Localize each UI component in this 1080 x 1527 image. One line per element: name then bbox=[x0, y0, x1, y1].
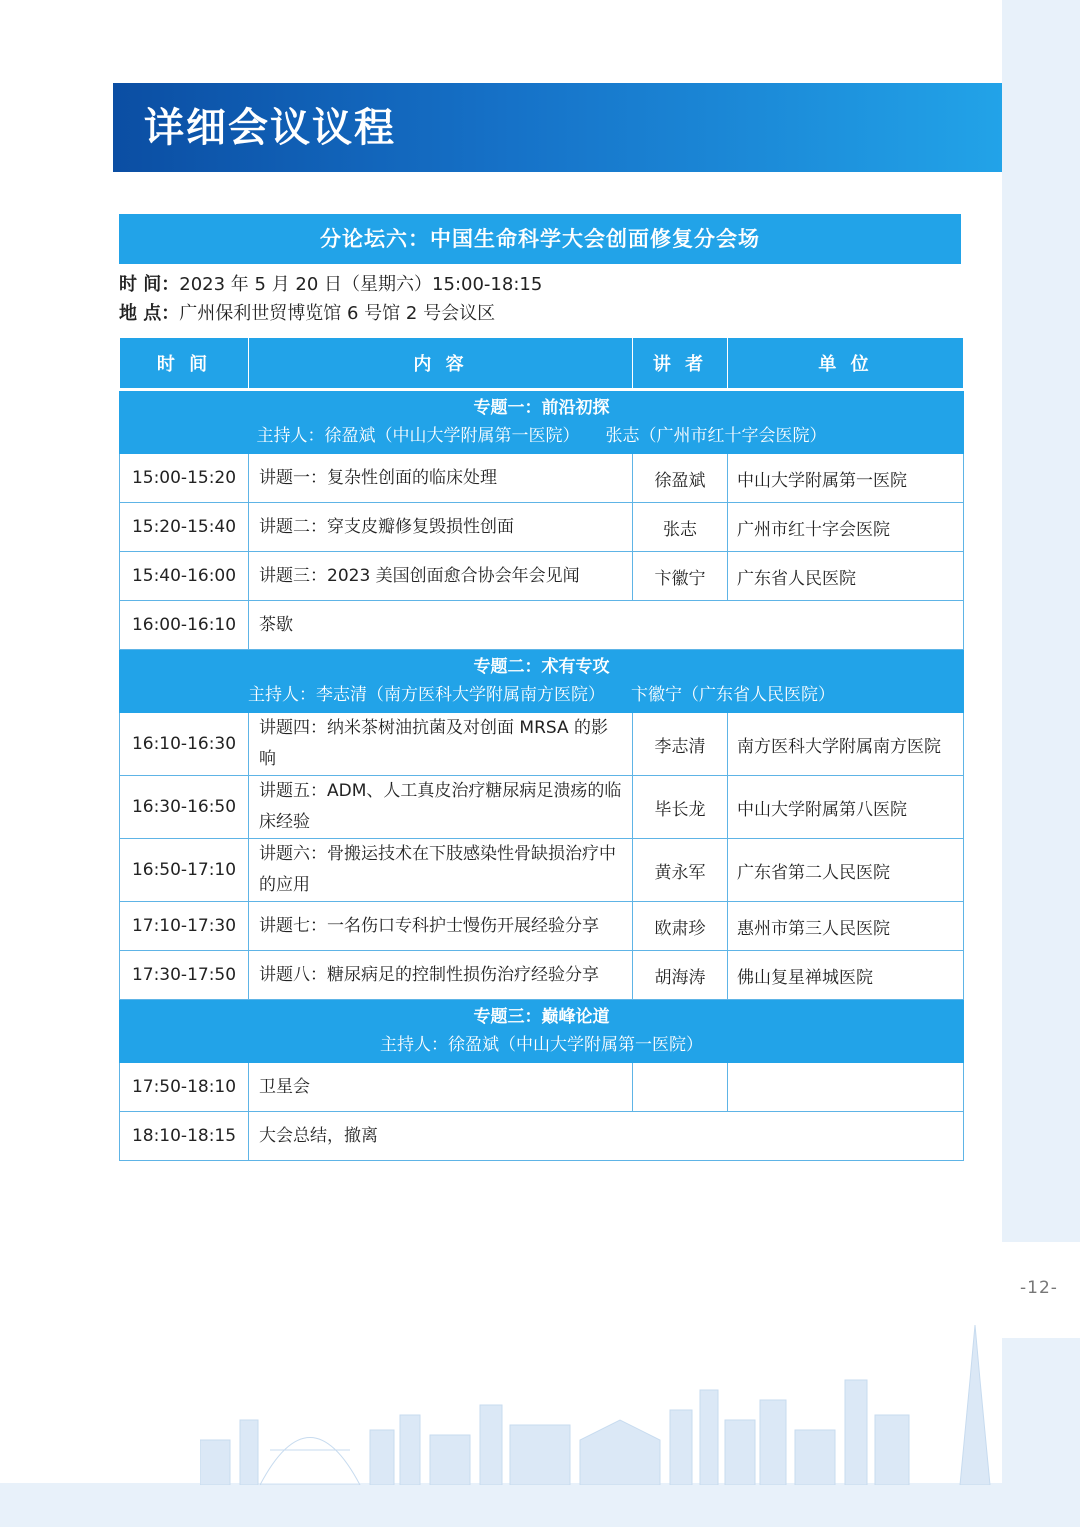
topic-title: 专题二：术有专攻 bbox=[473, 657, 610, 677]
session-speaker: 李志清 bbox=[633, 713, 728, 776]
info-place bbox=[119, 300, 495, 328]
table-row bbox=[120, 1063, 964, 1112]
table-row bbox=[120, 503, 964, 552]
info-time-value: 2023 年 5 月 20 日（星期六）15:00-18:15 bbox=[179, 274, 543, 295]
info-time bbox=[119, 271, 542, 299]
session-unit: 广州市红十字会医院 bbox=[728, 503, 964, 552]
session-time: 16:00-16:10 bbox=[120, 601, 249, 650]
session-unit: 中山大学附属第一医院 bbox=[728, 454, 964, 503]
session-speaker: 卞徽宁 bbox=[633, 552, 728, 601]
session-unit: 广东省第二人民医院 bbox=[728, 839, 964, 902]
table-row bbox=[120, 902, 964, 951]
table-row bbox=[120, 713, 964, 776]
header-content: 内 容 bbox=[249, 338, 633, 390]
session-time: 16:50-17:10 bbox=[120, 839, 249, 902]
session-unit bbox=[728, 1063, 964, 1112]
table-row bbox=[120, 454, 964, 503]
session-time: 17:50-18:10 bbox=[120, 1063, 249, 1112]
session-unit: 惠州市第三人民医院 bbox=[728, 902, 964, 951]
session-content: 茶歇 bbox=[249, 601, 964, 650]
session-time: 17:30-17:50 bbox=[120, 951, 249, 1000]
session-content: 讲题三：2023 美国创面愈合协会年会见闻 bbox=[249, 552, 633, 601]
session-speaker bbox=[633, 1063, 728, 1112]
session-speaker: 黄永军 bbox=[633, 839, 728, 902]
table-row bbox=[120, 552, 964, 601]
session-unit: 南方医科大学附属南方医院 bbox=[728, 713, 964, 776]
session-time: 16:10-16:30 bbox=[120, 713, 249, 776]
session-content: 讲题四：纳米茶树油抗菌及对创面 MRSA 的影响 bbox=[249, 713, 633, 776]
info-time-label: 时 间： bbox=[119, 274, 180, 295]
table-row bbox=[120, 1112, 964, 1161]
session-time: 18:10-18:15 bbox=[120, 1112, 249, 1161]
topic-title: 专题一：前沿初探 bbox=[473, 398, 610, 418]
page-number: -12- bbox=[1020, 1278, 1058, 1298]
topic-title: 专题三：巅峰论道 bbox=[473, 1007, 610, 1027]
session-speaker: 徐盈斌 bbox=[633, 454, 728, 503]
topic-row bbox=[120, 1000, 964, 1063]
table-row bbox=[120, 839, 964, 902]
session-time: 17:10-17:30 bbox=[120, 902, 249, 951]
session-unit: 佛山复星禅城医院 bbox=[728, 951, 964, 1000]
info-place-value: 广州保利世贸博览馆 6 号馆 2 号会议区 bbox=[179, 303, 496, 324]
topic-host: 主持人：李志清（南方医科大学附属南方医院） bbox=[248, 685, 605, 705]
topic-host: 主持人：徐盈斌（中山大学附属第一医院） bbox=[256, 426, 580, 446]
agenda-table bbox=[119, 337, 964, 1161]
topic-host: 张志（广州市红十字会医院） bbox=[605, 426, 827, 446]
session-content: 讲题五：ADM、人工真皮治疗糖尿病足溃疡的临床经验 bbox=[249, 776, 633, 839]
table-header-row bbox=[120, 338, 964, 390]
table-row bbox=[120, 951, 964, 1000]
forum-title: 分论坛六：中国生命科学大会创面修复分会场 bbox=[119, 214, 961, 264]
topic-hosts bbox=[120, 681, 963, 709]
session-unit: 中山大学附属第八医院 bbox=[728, 776, 964, 839]
info-place-label: 地 点： bbox=[119, 303, 180, 324]
topic-hosts bbox=[120, 422, 963, 450]
session-speaker: 毕长龙 bbox=[633, 776, 728, 839]
topic-host: 主持人：徐盈斌（中山大学附属第一医院） bbox=[380, 1035, 703, 1055]
session-content: 卫星会 bbox=[249, 1063, 633, 1112]
session-content: 讲题六：骨搬运技术在下肢感染性骨缺损治疗中的应用 bbox=[249, 839, 633, 902]
header-time: 时 间 bbox=[120, 338, 249, 390]
session-speaker: 欧肃珍 bbox=[633, 902, 728, 951]
topic-hosts bbox=[120, 1031, 963, 1059]
topic-host: 卞徽宁（广东省人民医院） bbox=[631, 685, 835, 705]
session-time: 16:30-16:50 bbox=[120, 776, 249, 839]
session-time: 15:20-15:40 bbox=[120, 503, 249, 552]
session-content: 讲题一：复杂性创面的临床处理 bbox=[249, 454, 633, 503]
session-content: 讲题八：糖尿病足的控制性损伤治疗经验分享 bbox=[249, 951, 633, 1000]
session-speaker: 胡海涛 bbox=[633, 951, 728, 1000]
bottom-decor-band bbox=[0, 1483, 1080, 1527]
header-speaker: 讲 者 bbox=[633, 338, 728, 390]
table-row bbox=[120, 776, 964, 839]
session-time: 15:40-16:00 bbox=[120, 552, 249, 601]
session-time: 15:00-15:20 bbox=[120, 454, 249, 503]
page-title: 详细会议议程 bbox=[144, 105, 396, 151]
session-speaker: 张志 bbox=[633, 503, 728, 552]
session-unit: 广东省人民医院 bbox=[728, 552, 964, 601]
session-content: 讲题二：穿支皮瓣修复毁损性创面 bbox=[249, 503, 633, 552]
header-unit: 单 位 bbox=[728, 338, 964, 390]
table-row bbox=[120, 601, 964, 650]
topic-row bbox=[120, 650, 964, 713]
city-skyline-illustration bbox=[200, 1320, 1000, 1485]
topic-row bbox=[120, 390, 964, 454]
session-content: 讲题七：一名伤口专科护士慢伤开展经验分享 bbox=[249, 902, 633, 951]
session-content: 大会总结，撤离 bbox=[249, 1112, 964, 1161]
